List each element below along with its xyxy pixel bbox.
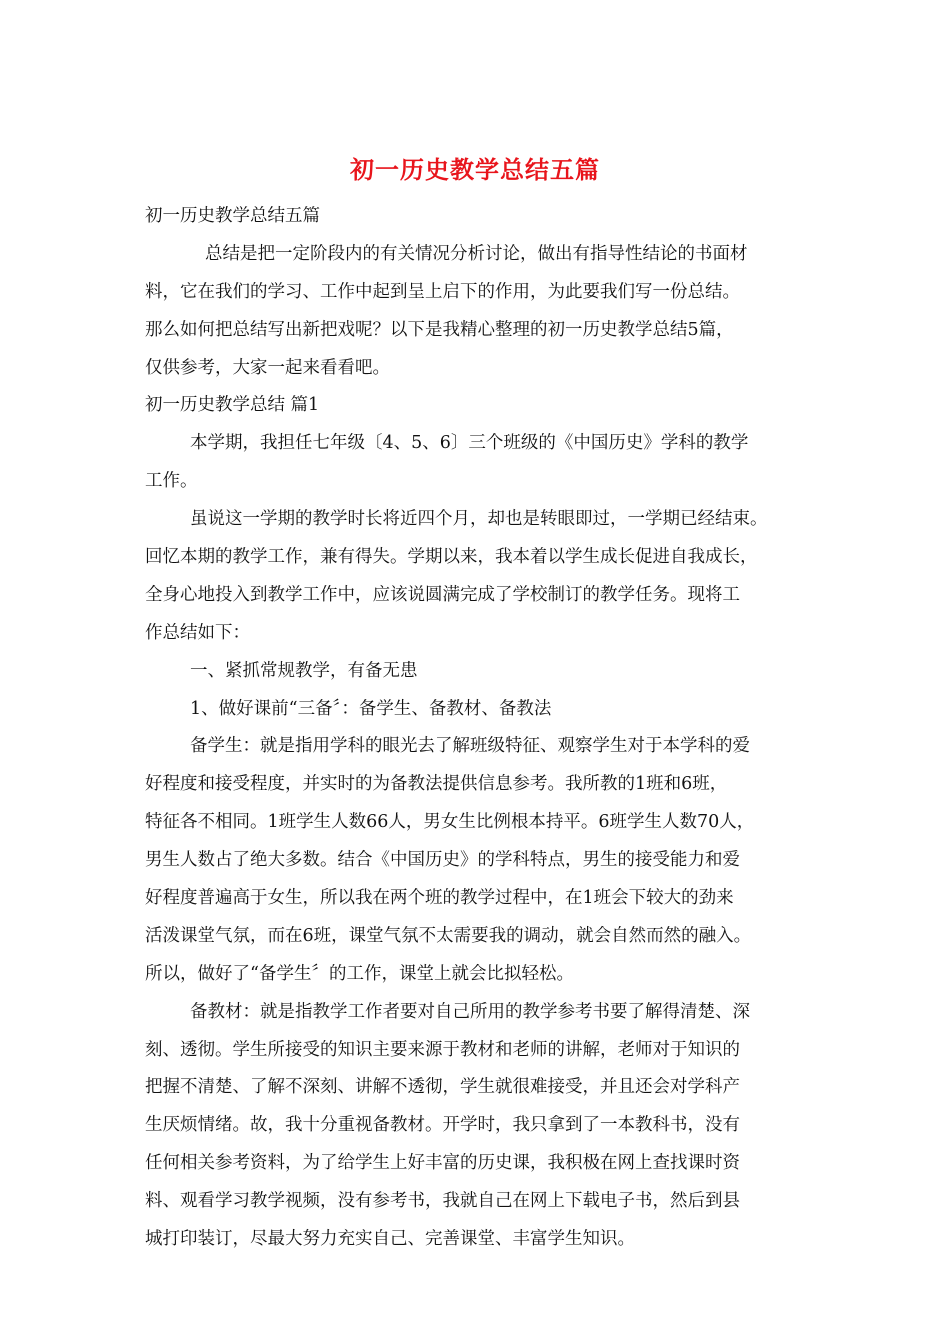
text-line: 一、紧抓常规教学，有备无患 (190, 660, 418, 681)
text-line: 本学期，我担任七年级〔4、5、6〕三个班级的《中国历史》学科的教学 (190, 433, 749, 454)
text-line: 备教材：就是指教学工作者要对自己所用的教学参考书要了解得清楚、深 (190, 1001, 750, 1022)
text-line: 好程度普遍高于女生，所以我在两个班的教学过程中，在1班会下较大的劲来 (145, 888, 734, 909)
text-line: 城打印装订，尽最大努力充实自己、完善课堂、丰富学生知识。 (145, 1229, 635, 1250)
text-line: 刻、透彻。学生所接受的知识主要来源于教材和老师的讲解，老师对于知识的 (145, 1039, 740, 1060)
text-line: 料、观看学习教学视频，没有参考书，我就自己在网上下载电子书，然后到县 (145, 1191, 740, 1212)
text-line: 任何相关参考资料，为了给学生上好丰富的历史课，我积极在网上查找课时资 (145, 1153, 740, 1174)
text-line: 好程度和接受程度，并实时的为备教法提供信息参考。我所教的1班和6班， (145, 774, 728, 795)
text-line: 全身心地投入到教学工作中，应该说圆满完成了学校制订的教学任务。现将工 (145, 584, 740, 605)
document-body (145, 198, 817, 1259)
document-title: 初一历史教学总结五篇 (350, 155, 600, 184)
text-line: 工作。 (145, 471, 198, 492)
text-line: 回忆本期的教学工作，兼有得失。学期以来，我本着以学生成长促进自我成长， (145, 547, 758, 568)
text-line: 把握不清楚、了解不深刻、讲解不透彻，学生就很难接受，并且还会对学科产 (145, 1077, 740, 1098)
text-line: 料，它在我们的学习、工作中起到呈上启下的作用，为此要我们写一份总结。 (145, 281, 740, 302)
text-line: 1、做好课前“三备〞：备学生、备教材、备教法 (190, 698, 552, 719)
text-line: 那么如何把总结写出新把戏呢？以下是我精心整理的初一历史教学总结5篇， (145, 319, 734, 340)
text-line: 生厌烦情绪。故，我十分重视备教材。开学时，我只拿到了一本教科书，没有 (145, 1115, 740, 1136)
text-line: 虽说这一学期的教学时长将近四个月，却也是转眼即过，一学期已经结束。 (190, 509, 768, 530)
text-line: 初一历史教学总结 篇1 (145, 395, 320, 416)
text-line: 初一历史教学总结五篇 (145, 206, 320, 226)
text-line: 总结是把一定阶段内的有关情况分析讨论，做出有指导性结论的书面材 (205, 243, 748, 264)
text-line: 特征各不相同。1班学生人数66人，男女生比例根本持平。6班学生人数70人， (145, 812, 755, 833)
text-line: 仅供参考，大家一起来看看吧。 (145, 357, 390, 378)
text-line: 所以，做好了“备学生〞的工作，课堂上就会比拟轻松。 (145, 963, 574, 984)
text-line: 活泼课堂气氛，而在6班，课堂气氛不太需要我的调动，就会自然而然的融入。 (145, 925, 752, 946)
text-line: 备学生：就是指用学科的眼光去了解班级特征、观察学生对于本学科的爱 (190, 736, 750, 757)
text-line: 作总结如下： (145, 622, 250, 643)
text-line: 男生人数占了绝大多数。结合《中国历史》的学科特点，男生的接受能力和爱 (145, 850, 740, 871)
